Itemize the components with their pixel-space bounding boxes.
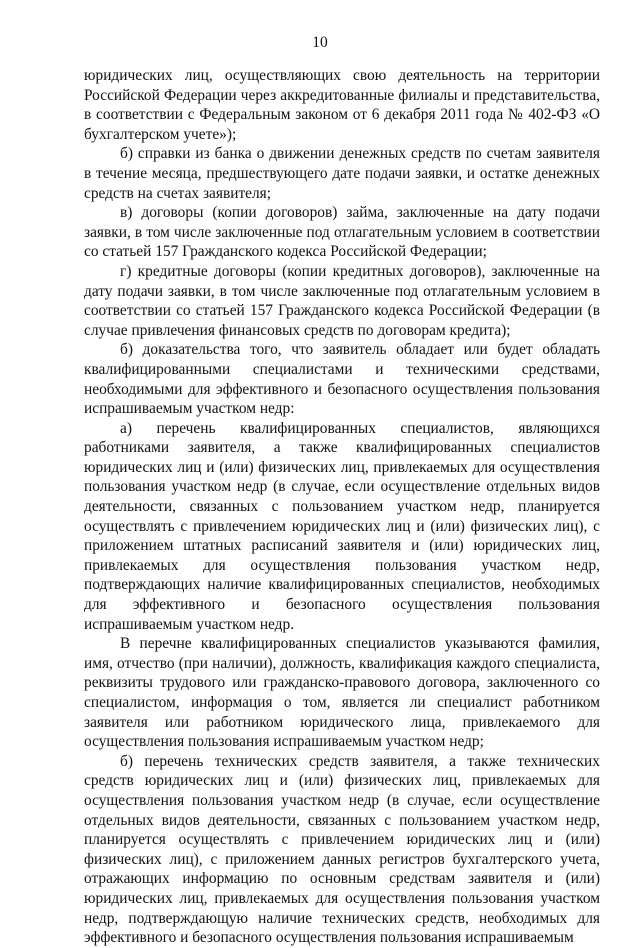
page-number: 10	[312, 34, 328, 51]
paragraph-credit-agreements: г) кредитные договоры (копии кредитных договоров), заключенные на дату подачи заявки, в том числе заключенные под отлагательным условием в соответствии со статьей 157 Гражданского кодекса Российской Федерации (в случае привлечения финансовых средств по договорам кредита);	[84, 262, 600, 339]
document-body	[84, 66, 600, 948]
paragraph-technical-means-list: б) перечень технических средств заявителя, а также технических средств юридических лиц и (или) физических лиц, привлекаемых для осуществления пользования участком недр (в случае, если осуществление отдельных видов деятельности, связанных с пользованием участком недр, планируется осуществлять с привлечением юридических лиц и (или) физических лиц), с приложением данных регистров бухгалтерского учета, отражающих информацию по основным средствам заявителя и (или) юридических лиц, привлекаемых для осуществления пользования участком недр, подтверждающую наличие технических средств, необходимых для эффективного и безопасного осуществления пользования испрашиваемым	[84, 752, 600, 947]
paragraph-bank-statements: б) справки из банка о движении денежных средств по счетам заявителя в течение месяца, предшествующего дате подачи заявки, и остатке денежных средств на счетах заявителя;	[84, 145, 600, 202]
paragraph-evidence-specialists-equipment: б) доказательства того, что заявитель обладает или будет обладать квалифицированными специалистами и техническими средствами, необходимыми для эффективного и безопасного осуществления пользования испрашиваемым участком недр:	[84, 341, 600, 418]
paragraph-specialists-details: В перечне квалифицированных специалистов указываются фамилия, имя, отчество (при наличии), должность, квалификация каждого специалиста, реквизиты трудового или гражданско-правового договора, заключенного со специалистом, информация о том, является ли специалист работником заявителя или работником юридического лица, привлекаемого для осуществления пользования испрашиваемым участком недр;	[84, 635, 600, 751]
paragraph-loan-agreements: в) договоры (копии договоров) займа, заключенные на дату подачи заявки, в том числе заключенные под отлагательным условием в соответствии со статьей 157 Гражданского кодекса Российской Федерации;	[84, 204, 600, 261]
paragraph-specialists-list: а) перечень квалифицированных специалистов, являющихся работниками заявителя, а также квалифицированных специалистов юридических лиц и (или) физических лиц, привлекаемых для осуществления пользования участком недр (в случае, если осуществление отдельных видов деятельности, связанных с пользованием участком недр, планируется осуществлять с привлечением юридических лиц и (или) физических лиц), с приложением штатных расписаний заявителя и (или) юридических лиц, привлекаемых для осуществления пользования участком недр, подтверждающих наличие квалифицированных специалистов, необходимых для эффективного и безопасного осуществления пользования испрашиваемым участком недр.	[84, 419, 600, 633]
paragraph-continuation: юридических лиц, осуществляющих свою деятельность на территории Российской Федерации через аккредитованные филиалы и представительства, в соответствии с Федеральным законом от 6 декабря 2011 года № 402-ФЗ «О бухгалтерском учете»);	[84, 67, 600, 143]
